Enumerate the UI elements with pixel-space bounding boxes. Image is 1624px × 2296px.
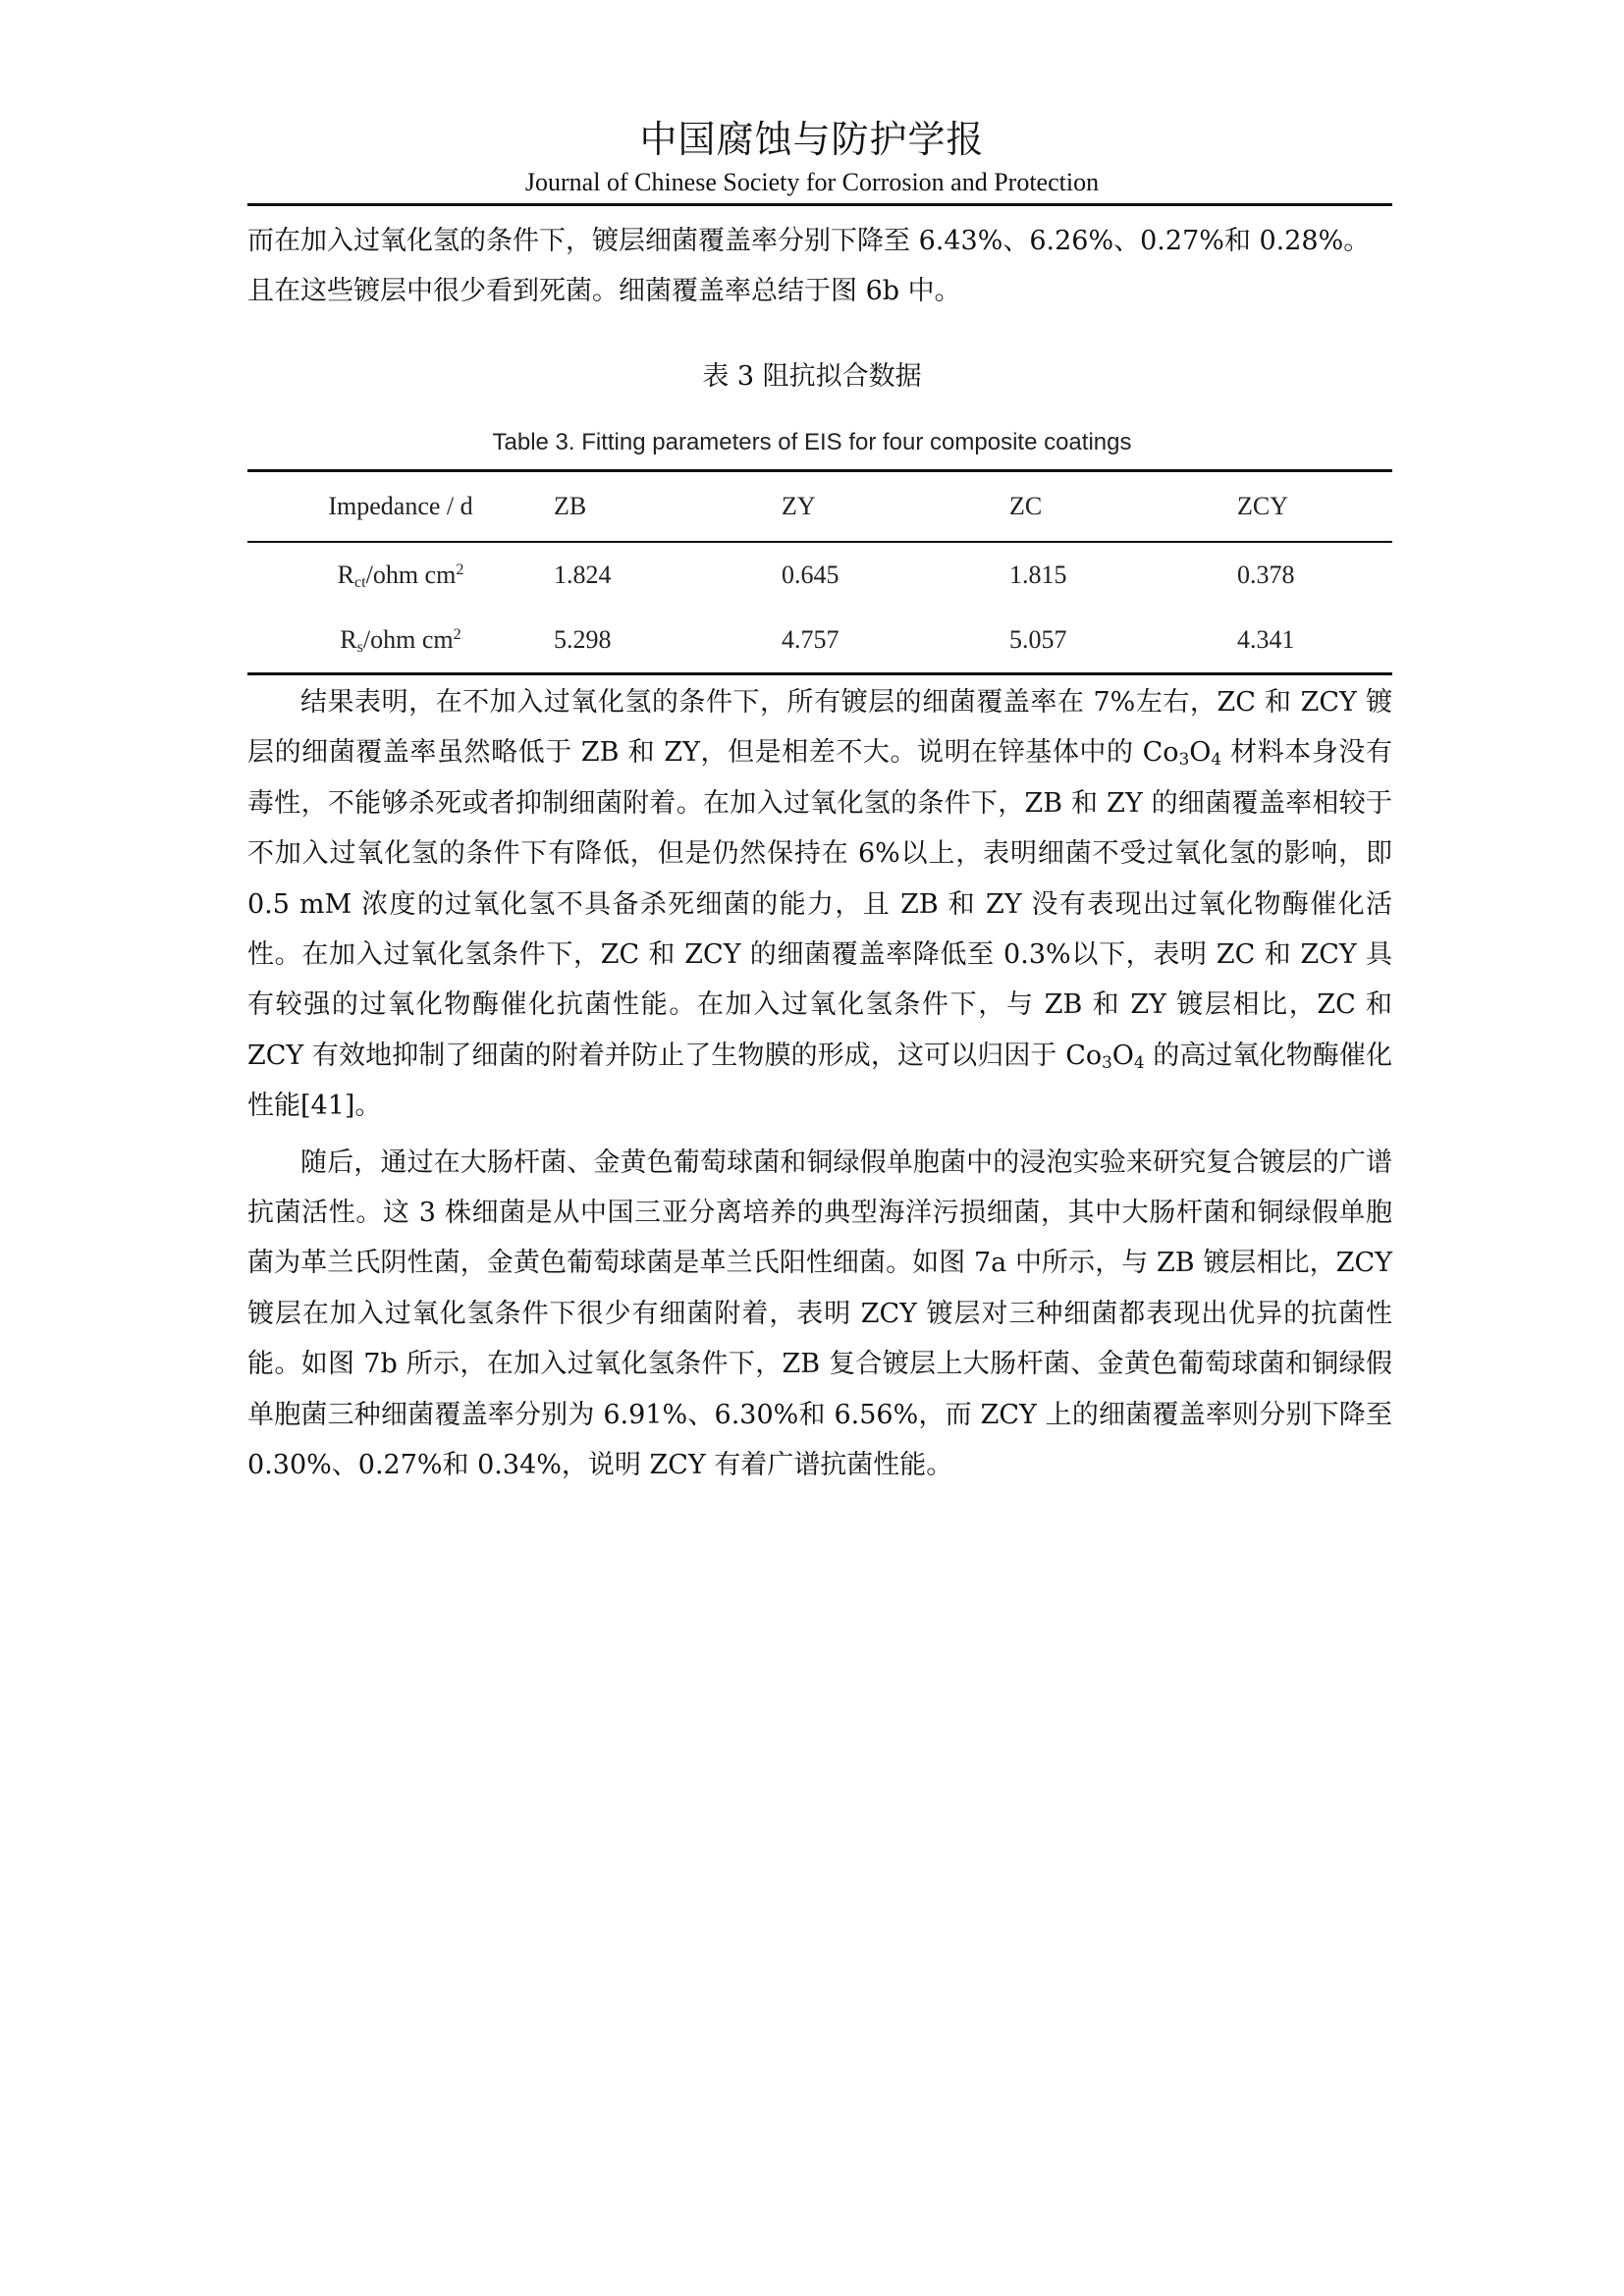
results-section bbox=[247, 677, 1392, 1491]
row-label: $R_s$/ohm $cm^2$ bbox=[340, 625, 461, 657]
header-cell: Impedance / d bbox=[328, 492, 473, 520]
header-cell: ZB bbox=[554, 492, 587, 520]
table-cell: 0.378 bbox=[1237, 561, 1295, 589]
table-cell: 4.757 bbox=[782, 625, 839, 654]
table-cell: 1.824 bbox=[554, 561, 612, 589]
table-row bbox=[247, 608, 1392, 674]
table-cell: 0.645 bbox=[782, 561, 839, 589]
journal-title-en: Journal of Chinese Society for Corrosion and Protection bbox=[524, 168, 1100, 196]
header-cell: ZC bbox=[1009, 492, 1043, 520]
table-row bbox=[247, 542, 1392, 608]
header-cell: ZCY bbox=[1237, 492, 1288, 520]
table-caption-en: Table 3. Fitting parameters of EIS for four composite coatings bbox=[492, 429, 1132, 455]
table-cell: 4.341 bbox=[1237, 625, 1295, 654]
table-header-row bbox=[247, 471, 1392, 543]
row-label: $R_{ct}$/ohm $cm^2$ bbox=[337, 561, 464, 592]
intro-line-1: 而在加入过氧化氢的条件下，镀层细菌覆盖率分别下降至 6.43%、6.26%、0.27%和 0.28%。 bbox=[247, 226, 1371, 256]
eis-table bbox=[247, 469, 1392, 675]
table-cell: 5.057 bbox=[1009, 625, 1067, 654]
journal-title-cn: 中国腐蚀与防护学报 bbox=[639, 118, 985, 161]
intro-paragraph bbox=[247, 216, 1392, 317]
table-caption-cn: 表 3 阻抗拟合数据 bbox=[702, 361, 922, 392]
header-cell: ZY bbox=[782, 492, 816, 520]
results-paragraph: 结果表明，在不加入过氧化氢的条件下，所有镀层的细菌覆盖率在 7%左右，ZC 和 ZCY 镀层的细菌覆盖率虽然略低于 ZB 和 ZY，但是相差不大。说明在锌基体中的 $Co_3O_4$ 材料本身没有毒性，不能够杀死或者抑制细菌附着。在加入过氧化氢的条件下，ZB 和 ZY 的细菌覆盖率相较于不加入过氧化氢的条件下有降低，但是仍然保持在 6%以上，表明细菌不受过氧化氢的影响，即 0.5 mM 浓度的过氧化氢不具备杀死细菌的能力，且 ZB 和 ZY 没有表现出过氧化物酶催化活性。在加入过氧化氢条件下，ZC 和 ZCY 的细菌覆盖率降低至 0.3%以下，表明 ZC 和 ZCY 具有较强的过氧化物酶催化抗菌性能。在加入过氧化氢条件下，与 ZB 和 ZY 镀层相比，ZC 和 ZCY 有效地抑制了细菌的附着并防止了生物膜的形成，这可以归因于 $Co_3O_4$ 的高过氧化物酶催化性能[41]。 bbox=[247, 687, 1392, 1122]
table-cell: 5.298 bbox=[554, 625, 612, 654]
broad-spectrum-paragraph: 随后，通过在大肠杆菌、金黄色葡萄球菌和铜绿假单胞菌中的浸泡实验来研究复合镀层的广谱抗菌活性。这 3 株细菌是从中国三亚分离培养的典型海洋污损细菌，其中大肠杆菌和铜绿假单胞菌为革兰氏阴性菌，金黄色葡萄球菌是革兰氏阳性细菌。如图 7a 中所示，与 ZB 镀层相比，ZCY 镀层在加入过氧化氢条件下很少有细菌附着，表明 ZCY 镀层对三种细菌都表现出优异的抗菌性能。如图 7b 所示，在加入过氧化氢条件下，ZB 复合镀层上大肠杆菌、金黄色葡萄球菌和铜绿假单胞菌三种细菌覆盖率分别为 6.91%、6.30%和 6.56%，而 ZCY 上的细菌覆盖率则分别下降至 0.30%、0.27%和 0.34%，说明 ZCY 有着广谱抗菌性能。 bbox=[247, 1147, 1392, 1481]
table-cell: 1.815 bbox=[1009, 561, 1067, 589]
intro-line-2: 且在这些镀层中很少看到死菌。细菌覆盖率总结于图 6b 中。 bbox=[247, 276, 961, 307]
header-rule bbox=[247, 203, 1392, 206]
